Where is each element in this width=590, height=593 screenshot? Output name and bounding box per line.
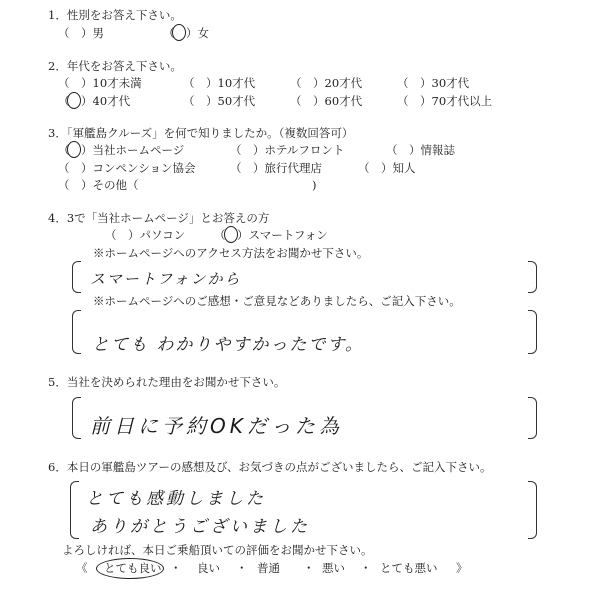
q3-option-convention[interactable]: （ ）コンペンション協会 bbox=[58, 161, 196, 175]
rating-option-very-bad[interactable]: とても悪い bbox=[380, 561, 438, 575]
q1-option-female[interactable]: （ ）女 bbox=[163, 26, 209, 40]
q6-title: 6．本日の軍艦島ツアーの感想及び、お気づきの点がございましたら、ご記入下さい。 bbox=[48, 460, 492, 474]
q5-answer: 前日に予約OKだった為 bbox=[90, 414, 343, 438]
rating-separator-1: ・ bbox=[170, 561, 182, 575]
q3-option-travel-agency[interactable]: （ ）旅行代理店 bbox=[230, 161, 322, 175]
q3-homepage-mark bbox=[67, 141, 81, 158]
q1-female-mark bbox=[172, 24, 186, 41]
q2-option-20s[interactable]: （ ）20才代 bbox=[290, 76, 363, 90]
rating-close-bracket: 》 bbox=[456, 561, 468, 575]
q2-40s-mark bbox=[67, 92, 81, 109]
rating-separator-3: ・ bbox=[303, 561, 315, 575]
q4-answer1: スマートフォンから bbox=[90, 270, 242, 288]
rating-option-bad[interactable]: 悪い bbox=[322, 561, 345, 575]
q1-title: 1．性別をお答え下さい。 bbox=[48, 8, 182, 22]
q2-option-70plus[interactable]: （ ）70才代以上 bbox=[397, 94, 493, 108]
q3-option-hotel[interactable]: （ ）ホテルフロント bbox=[230, 143, 345, 157]
q4-option-smartphone[interactable]: （ ）スマートフォン bbox=[214, 228, 328, 242]
rating-prompt: よろしければ、本日ご乗船頂いての評価をお聞かせ下さい。 bbox=[62, 543, 373, 557]
rating-open-bracket: 《 bbox=[76, 561, 88, 575]
q2-option-under10[interactable]: （ ）10才未満 bbox=[58, 76, 142, 90]
q4-smartphone-mark bbox=[224, 226, 238, 243]
q6-answer-bracket-right bbox=[528, 481, 537, 539]
rating-separator-2: ・ bbox=[236, 561, 248, 575]
q1-option-male[interactable]: （ ）男 bbox=[58, 26, 104, 40]
q2-title: 2．年代をお答え下さい。 bbox=[48, 59, 182, 73]
q2-option-60s[interactable]: （ ）60才代 bbox=[290, 94, 363, 108]
q4-answer2: とても わかりやすかったです。 bbox=[92, 335, 365, 355]
rating-separator-4: ・ bbox=[360, 561, 372, 575]
q3-option-acquaintance[interactable]: （ ）知人 bbox=[358, 161, 416, 175]
q5-title: 5．当社を決められた理由をお聞かせ下さい。 bbox=[48, 375, 286, 389]
q5-answer-bracket-left bbox=[72, 397, 81, 439]
q2-option-40s[interactable]: （ ）40才代 bbox=[58, 94, 131, 108]
q3-option-magazine[interactable]: （ ）情報誌 bbox=[386, 143, 455, 157]
rating-option-average[interactable]: 普通 bbox=[257, 561, 280, 575]
q6-answer-line2: ありがとうございました bbox=[90, 517, 310, 537]
q3-option-other[interactable]: （ ）その他（ bbox=[58, 178, 139, 192]
q4-answer2-bracket-right bbox=[528, 310, 537, 354]
q2-option-50s[interactable]: （ ）50才代 bbox=[183, 94, 256, 108]
q4-note-access: ※ホームページへのアクセス方法をお聞かせ下さい。 bbox=[93, 246, 369, 260]
q6-answer-line1: とても感動しました bbox=[86, 489, 266, 509]
rating-very-good-mark bbox=[96, 558, 164, 579]
q3-title: 3．「軍艦島クルーズ」を何で知りましたか。（複数回答可） bbox=[48, 126, 354, 140]
q3-other-close-paren: ) bbox=[312, 178, 317, 192]
q3-option-homepage[interactable]: （ ）当社ホームページ bbox=[58, 143, 185, 157]
q5-answer-bracket-right bbox=[528, 397, 537, 439]
q4-note-feedback: ※ホームページへのご感想・ご意見などありましたら、ご記入下さい。 bbox=[93, 294, 461, 308]
q4-answer1-bracket-right bbox=[528, 261, 537, 293]
q2-option-10s[interactable]: （ ）10才代 bbox=[183, 76, 256, 90]
q2-option-30s[interactable]: （ ）30才代 bbox=[397, 76, 470, 90]
q6-answer-bracket-left bbox=[70, 481, 79, 539]
q4-title: 4．3で「当社ホームページ」とお答えの方 bbox=[48, 211, 270, 225]
q4-answer1-bracket-left bbox=[72, 261, 81, 293]
rating-option-very-good[interactable]: とても良い bbox=[104, 561, 162, 575]
q4-option-pc[interactable]: （ ）パソコン bbox=[105, 228, 186, 242]
rating-option-good[interactable]: 良い bbox=[197, 561, 220, 575]
q4-answer2-bracket-left bbox=[72, 310, 81, 354]
